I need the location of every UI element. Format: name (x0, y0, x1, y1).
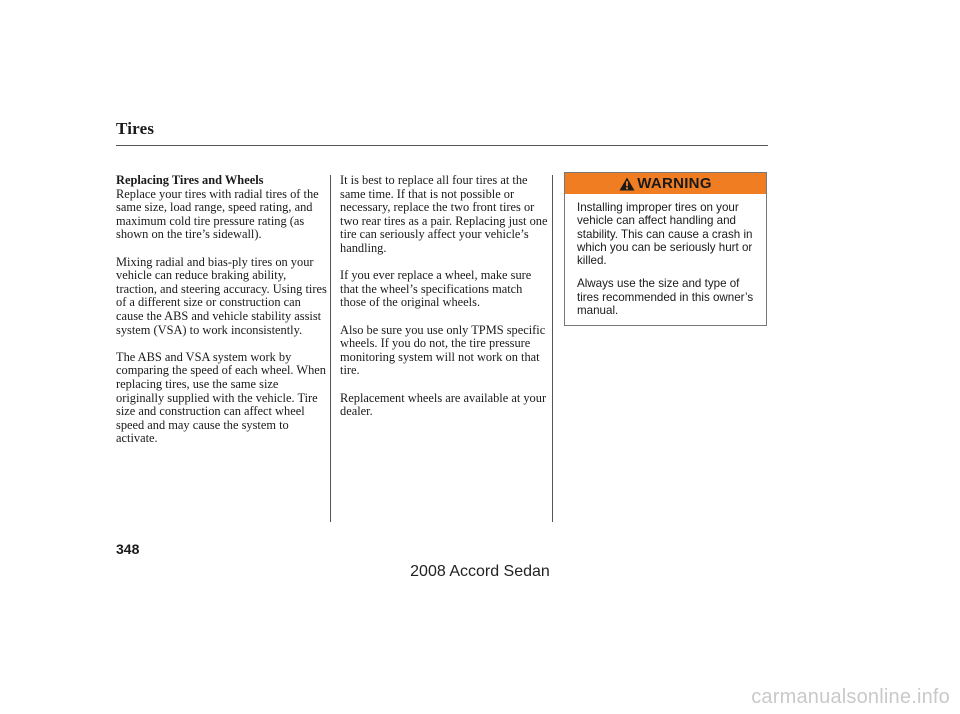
warning-box (564, 172, 767, 326)
column-divider (552, 175, 553, 522)
paragraph: Also be sure you use only TPMS specific wheels. If you do not, the tire pressure monitoring system will not work on that tire. (340, 322, 546, 378)
paragraph: Installing improper tires on your vehicle can affect handling and stability. This can cause a crash in which you can be seriously hurt or killed. (577, 201, 753, 268)
paragraph: The ABS and VSA system work by comparing the speed of each wheel. When replacing tires, use the same size originally supplied with the vehicle. Tire size and construction can affect wheel speed and may cause the system to activate. (116, 349, 326, 446)
watermark: carmanualsonline.info (751, 686, 950, 708)
paragraph: Replacement wheels are available at your dealer. (340, 390, 547, 419)
middle-column (340, 174, 550, 432)
header-rule (116, 145, 768, 146)
paragraph: It is best to replace all four tires at the same time. If that is not possible or necessary, replace the two front tires or two rear tires as a pair. Replacing just one tire can seriously affect your vehicle’s handling. (340, 173, 548, 255)
page-number: 348 (116, 541, 140, 557)
paragraph: Mixing radial and bias-ply tires on your vehicle can reduce braking ability, traction, and steering accuracy. Using tires of a different size or construction can cause the ABS and vehicle stability assist system (VSA) to work inconsistently. (116, 254, 327, 337)
left-column (116, 174, 328, 459)
paragraph: Always use the size and type of tires recommended in this owner’s manual. (577, 277, 754, 318)
page-title: Tires (116, 119, 155, 138)
section-subheading: Replacing Tires and Wheels (116, 173, 264, 187)
warning-text (577, 201, 763, 327)
paragraph: If you ever replace a wheel, make sure that the wheel’s specifications match those of the original wheels. (340, 268, 532, 310)
footer-caption: 2008 Accord Sedan (410, 563, 550, 580)
warning-triangle-icon (619, 177, 635, 191)
warning-label: WARNING (637, 175, 712, 192)
column-divider (330, 175, 331, 522)
warning-header (565, 173, 766, 194)
paragraph: Replace your tires with radial tires of the same size, load range, speed rating, and maximum cold tire pressure rating (as shown on the tire’s sidewall). (116, 186, 319, 242)
